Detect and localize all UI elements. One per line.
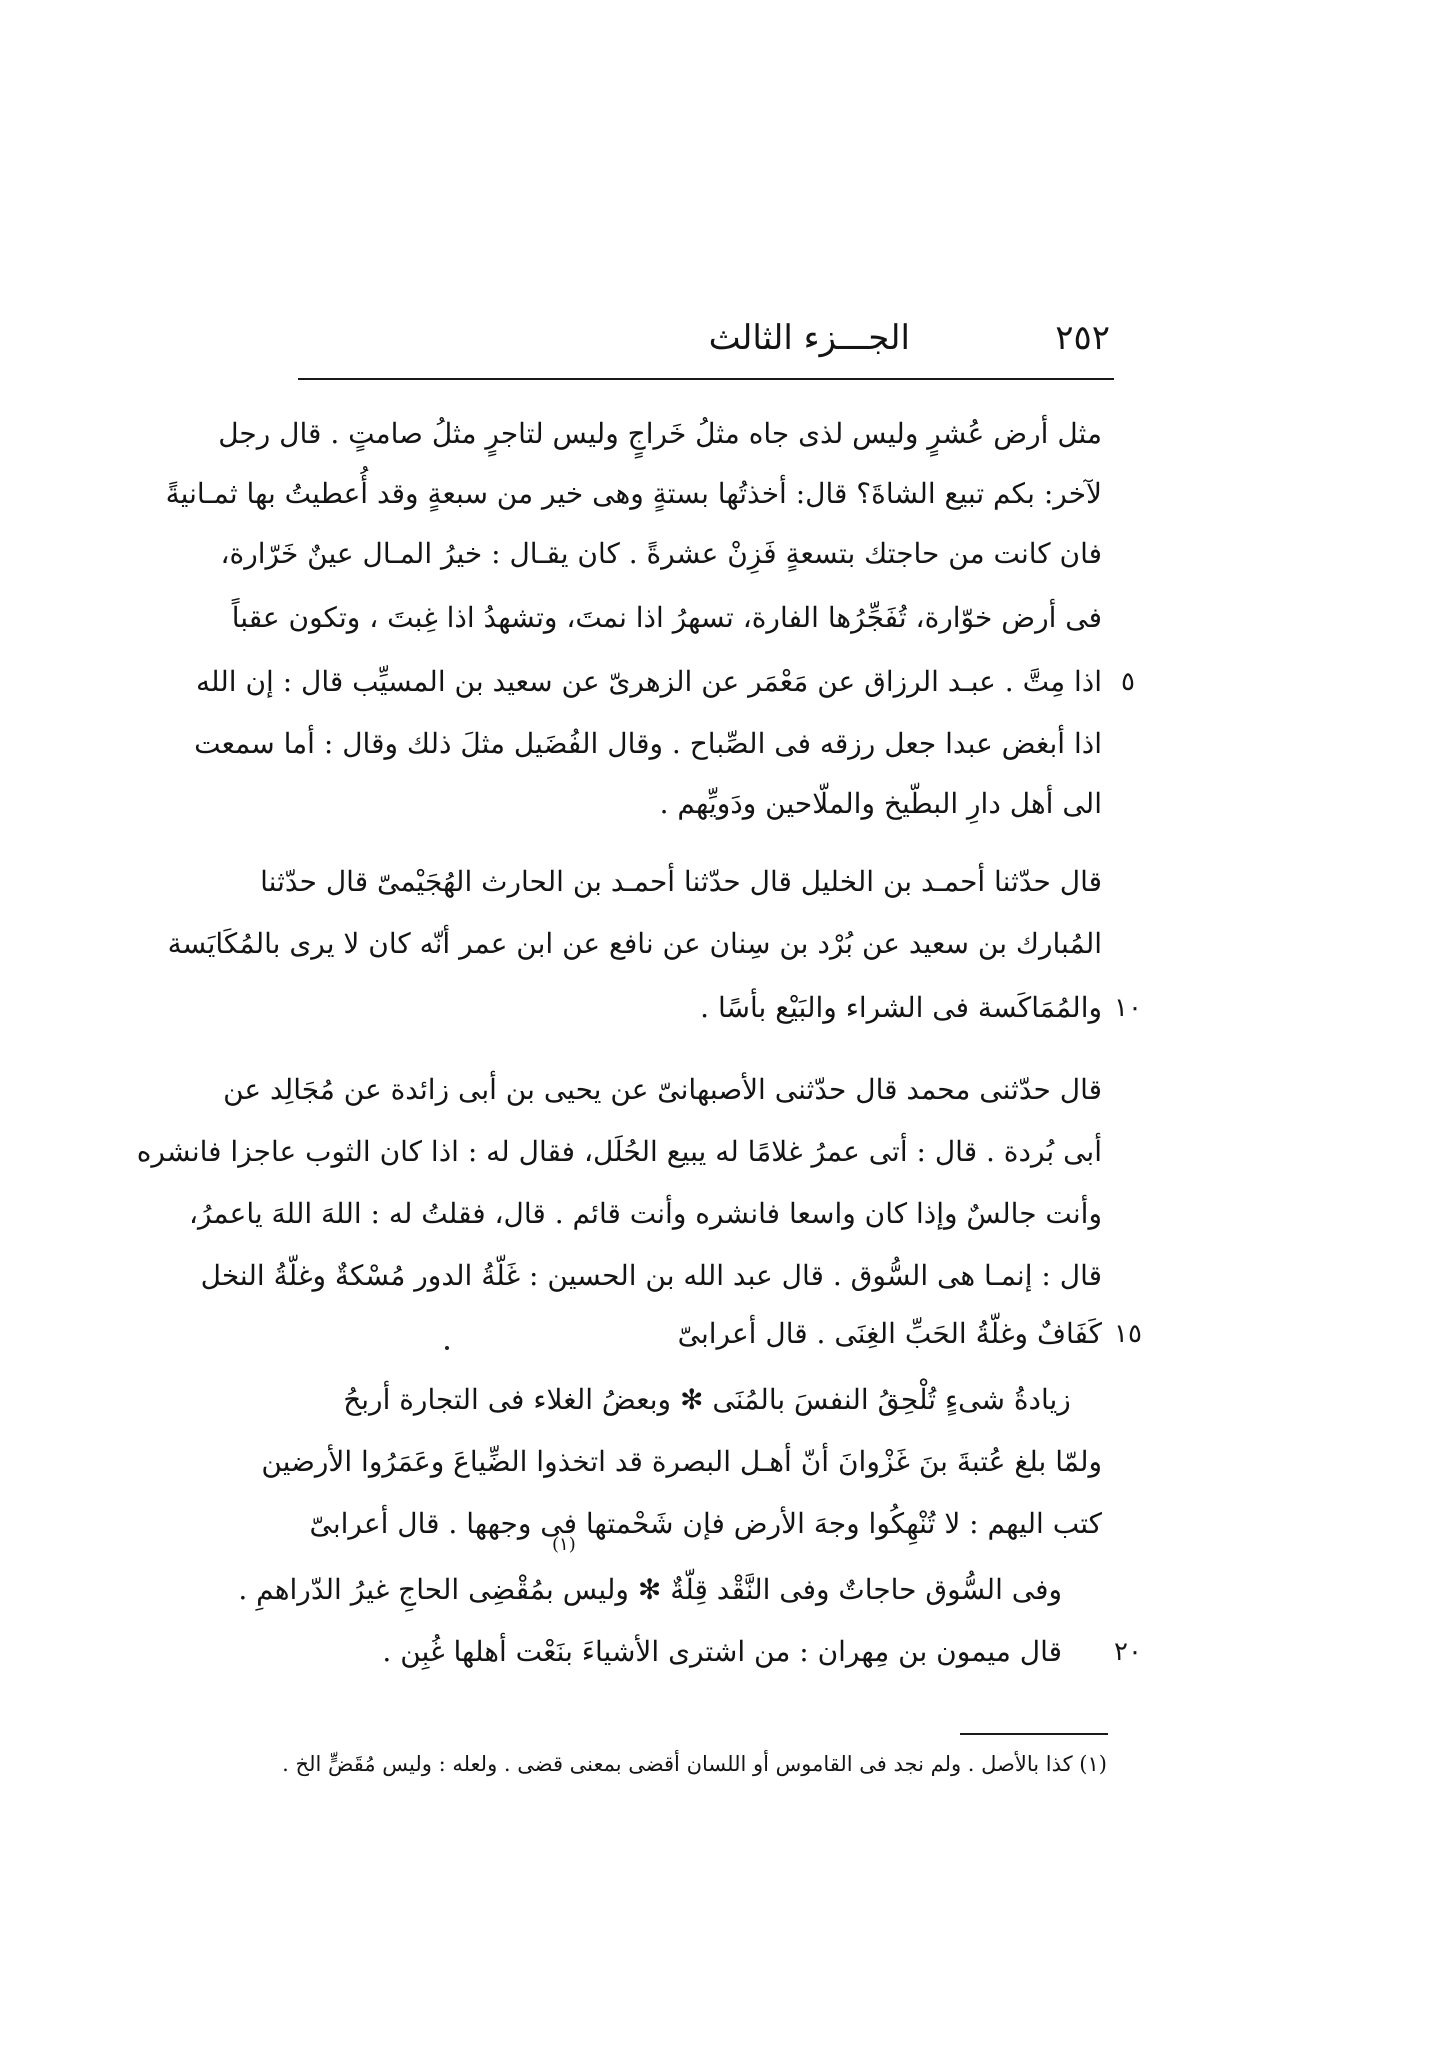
- text-line: اذا مِتَّ . عبـد الرزاق عن مَعْمَر عن الزهرىّ عن سعيد بن المسيِّب قال : إن الله: [195, 665, 1102, 698]
- margin-line-number: ٢٠: [1114, 1637, 1142, 1667]
- verse-line: وفى السُّوق حاجاتٌ وفى النَّقْد قِلّةٌ ✻ وليس بمُقْضِى الحاجِ غيرُ الدّراهمِ .: [238, 1573, 1062, 1606]
- text-line: المُبارك بن سعيد عن بُرْد بن سِنان عن نافع عن ابن عمر أنّه كان لا يرى بالمُكَايَسة: [167, 927, 1102, 960]
- page-header: [300, 318, 1110, 368]
- text-line: لآخر: بكم تبيع الشاةَ؟ قال: أخذتُها بستةٍ وهى خير من سبعةٍ وقد أُعطيتُ بها ثمـانيةً: [165, 477, 1102, 510]
- text-line: الى أهل دارِ البطّيخ والملّاحين ودَويِّهم .: [659, 787, 1102, 820]
- text-line: فى أرض خوّارة، تُفَجِّرُها الفارة، تسهرُ اذا نمتَ، وتشهدُ اذا غِبتَ ، وتكون عقباً: [231, 601, 1102, 634]
- text-line: فان كانت من حاجتك بتسعةٍ فَزِنْ عشرةً . كان يقـال : خيرُ المـال عينٌ خَرّارة،: [220, 537, 1102, 570]
- footnote-marker: (١): [552, 1534, 576, 1555]
- margin-line-number: ٥: [1121, 667, 1135, 697]
- text-line: قال ميمون بن مِهران : من اشترى الأشياءَ بنَعْت أهلها غُبِن .: [382, 1635, 1062, 1668]
- footnote: (١) كذا بالأصل . ولم نجد فى القاموس أو اللسان أقضى بمعنى قضى . ولعله : وليس مُقَضٍّ الخ .: [282, 1752, 1107, 1776]
- text-line: كتب اليهم : لا تُنْهِكُوا وجهَ الأرض فإن شَحْمتها فى وجهها . قال أعرابىّ: [309, 1507, 1102, 1540]
- text-line: مثل أرض عُشرٍ وليس لذى جاه مثلُ خَراجٍ وليس لتاجرٍ مثلُ صامتٍ . قال رجل: [218, 417, 1102, 450]
- text-line: قال : إنمـا هى السُّوق . قال عبد الله بن الحسين : غَلّةُ الدور مُسْكةٌ وغلّةُ النخل: [200, 1259, 1102, 1292]
- text-line: أبى بُردة . قال : أتى عمرُ غلامًا له يبيع الحُلَل، فقال له : اذا كان الثوب عاجزا فانشره: [136, 1135, 1102, 1168]
- running-title: الجـــزء الثالث: [708, 318, 910, 358]
- text-line: كَفَافٌ وغلّةُ الحَبِّ الغِنَى . قال أعرابىّ: [677, 1317, 1102, 1350]
- footnote-rule: [960, 1733, 1108, 1735]
- margin-line-number: ١٥: [1114, 1319, 1142, 1349]
- text-line: قال حدّثنى محمد قال حدّثنى الأصبهانىّ عن يحيى بن أبى زائدة عن مُجَالِد عن: [223, 1073, 1102, 1106]
- text-line: ولمّا بلغ عُتبةَ بنَ غَزْوانَ أنّ أهـل البصرة قد اتخذوا الضِّياعَ وعَمَرُوا الأرضين: [261, 1445, 1102, 1478]
- text-line: قال حدّثنا أحمـد بن الخليل قال حدّثنا أحمـد بن الحارث الهُجَيْمىّ قال حدّثنا: [260, 865, 1102, 898]
- text-line: اذا أبغض عبدا جعل رزقه فى الصِّباح . وقال الفُضَيل مثلَ ذلك وقال : أما سمعت: [194, 727, 1102, 760]
- text-line: والمُمَاكَسة فى الشراء والبَيْع بأسًا .: [700, 991, 1102, 1024]
- print-speck: [445, 1346, 449, 1350]
- text-line: وأنت جالسٌ وإذا كان واسعا فانشره وأنت قائم . قال، فقلتُ له : اللهَ اللهَ ياعمرُ،: [188, 1197, 1102, 1230]
- margin-line-number: ١٠: [1114, 993, 1142, 1023]
- page-number: ٢٥٢: [1055, 318, 1110, 358]
- header-rule: [298, 378, 1114, 380]
- verse-line: زيادةُ شىءٍ تُلْحِقُ النفسَ بالمُنَى ✻ وبعضُ الغلاء فى التجارة أربحُ: [343, 1383, 1071, 1416]
